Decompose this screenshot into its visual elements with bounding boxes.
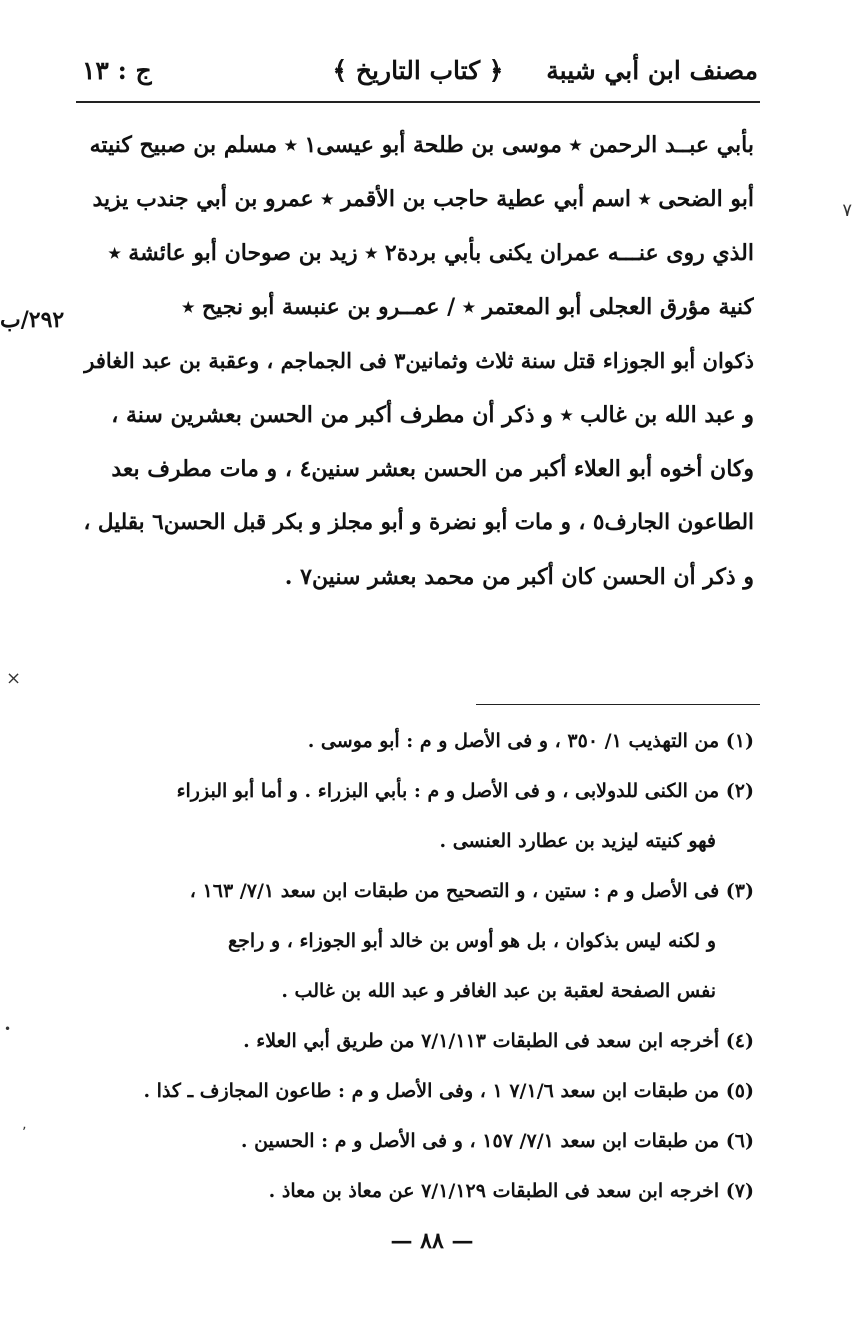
footnote-continuation: فهو كنيته ليزيد بن عطارد العنسى .	[439, 830, 716, 852]
header-rule	[76, 101, 760, 103]
text-line: و ذكر أن الحسن كان أكبر من محمد بعشر سنين٧ .	[284, 564, 754, 590]
text-line: الطاعون الجارف٥ ، و مات أبو نضرة و أبو مجلز و بكر قبل الحسن٦ بقليل ،	[83, 510, 754, 535]
text-line: و عبد الله بن غالب ٭ و ذكر أن مطرف أكبر من الحسن بعشرين سنة ،	[111, 402, 754, 428]
footnote: (٦) من طبقات ابن سعد ٧/١/ ١٥٧ ، و فى الأصل و م : الحسين .	[240, 1130, 754, 1152]
book-title: مصنف ابن أبي شيبة	[546, 56, 758, 85]
section-title: ﴿ كتاب التاريخ ﴾	[332, 56, 504, 85]
footnote: (٥) من طبقات ابن سعد ٧/١/٦ ١ ، وفى الأصل و م : طاعون المجازف ـ كذا .	[143, 1080, 754, 1102]
footnote-continuation: و لكنه ليس بذكوان ، بل هو أوس بن خالد أبو الجوزاء ، و راجع	[228, 930, 716, 952]
text-line: كنية مؤرق العجلى أبو المعتمر ٭ / عمــرو بن عنبسة أبو نجيح ٭	[182, 294, 754, 320]
footnote-continuation: نفس الصفحة لعقبة بن عبد الغافر و عبد الله بن غالب .	[281, 980, 716, 1002]
footnote: (٤) أخرجه ابن سعد فى الطبقات ٧/١/١١٣ من طريق أبي العلاء .	[243, 1030, 754, 1052]
footnotes	[76, 716, 754, 1216]
manuscript-folio-note: ٢٩٢/ب	[0, 307, 65, 333]
margin-mark: ٬	[22, 1125, 27, 1141]
page-number: — ٨٨ —	[390, 1228, 474, 1254]
running-header	[76, 50, 760, 98]
margin-mark: ×	[6, 668, 22, 689]
margin-mark: ٧	[842, 200, 852, 221]
footnote-separator	[476, 704, 760, 705]
text-line: الذي روى عنـــه عمران يكنى بأبي بردة٢ ٭ زيد بن صوحان أبو عائشة ٭	[108, 240, 754, 266]
footnote: (٧) اخرجه ابن سعد فى الطبقات ٧/١/١٢٩ عن معاذ بن معاذ .	[268, 1180, 754, 1202]
text-line: بأبي عبــد الرحمن ٭ موسى بن طلحة أبو عيسى١ ٭ مسلم بن صبيح كنيته	[89, 132, 754, 158]
text-line: أبو الضحى ٭ اسم أبي عطية حاجب بن الأقمر ٭ عمرو بن أبي جندب يزيد	[92, 186, 754, 212]
margin-mark: •	[4, 1022, 12, 1036]
main-text	[76, 118, 754, 604]
footnote: (٢) من الكنى للدولابى ، و فى الأصل و م : بأبي البزراء . و أما أبو البزراء	[176, 780, 754, 802]
text-line: وكان أخوه أبو العلاء أكبر من الحسن بعشر سنين٤ ، و مات مطرف بعد	[111, 456, 754, 482]
volume-number: ج : ١٣	[82, 56, 152, 85]
footnote: (١) من التهذيب ١/ ٣٥٠ ، و فى الأصل و م : أبو موسى .	[307, 730, 754, 752]
text-line: ذكوان أبو الجوزاء قتل سنة ثلاث وثمانين٣ فى الجماجم ، وعقبة بن عبد الغافر	[84, 348, 754, 373]
footnote: (٣) فى الأصل و م : ستين ، و التصحيح من طبقات ابن سعد ٧/١/ ١٦٣ ،	[189, 880, 754, 902]
